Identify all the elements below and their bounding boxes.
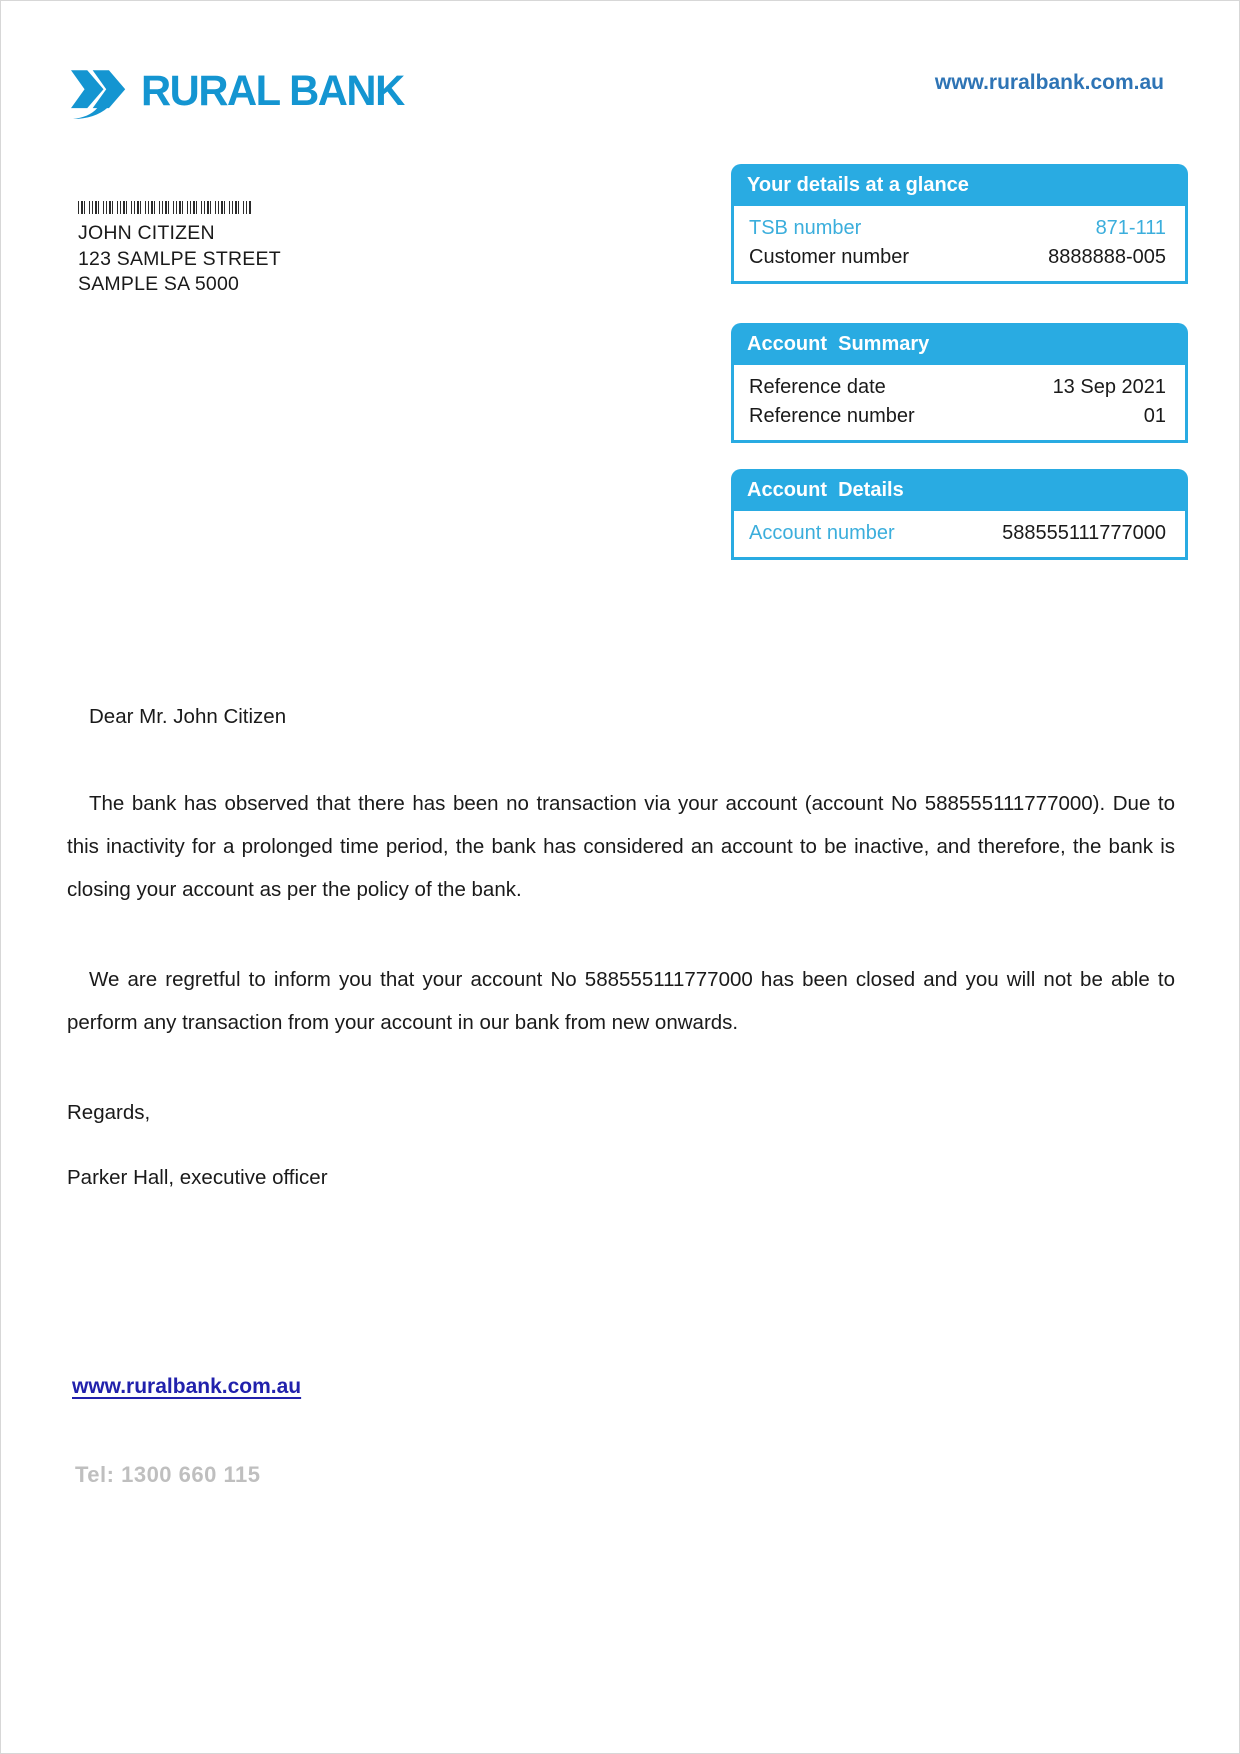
letter-body [67, 695, 1175, 1199]
recipient-address-block [78, 201, 281, 298]
info-row-label: TSB number [749, 217, 862, 239]
info-row-value: 01 [1143, 405, 1166, 427]
recipient-street: 123 SAMLPE STREET [78, 247, 281, 270]
salutation: Dear Mr. John Citizen [89, 705, 287, 728]
letterhead-website: www.ruralbank.com.au [934, 71, 1164, 94]
recipient-name: JOHN CITIZEN [78, 222, 215, 244]
info-row-label: Reference number [749, 405, 915, 427]
info-box-body [731, 365, 1188, 443]
info-box-title: Account Details [731, 469, 1188, 511]
info-box-account-summary [731, 323, 1188, 443]
info-row-value: 588555111777000 [1002, 522, 1166, 544]
signature: Parker Hall, executive officer [67, 1166, 328, 1189]
recipient-city: SAMPLE SA 5000 [78, 273, 240, 295]
info-box-title: Account Summary [731, 323, 1188, 365]
double-chevron-logo-icon [69, 63, 129, 119]
summary-boxes-column [731, 164, 1188, 599]
info-row-value: 13 Sep 2021 [1052, 376, 1166, 398]
info-box-body [731, 511, 1188, 560]
info-box-account-details [731, 469, 1188, 560]
info-row-value: 8888888-005 [1048, 246, 1166, 268]
info-box-body [731, 206, 1188, 284]
footer-website-link[interactable]: www.ruralbank.com.au [72, 1375, 302, 1398]
info-box-your-details [731, 164, 1188, 284]
info-row [749, 519, 1166, 548]
letter-paragraph-1: The bank has observed that there has been no transaction via your account (account No 588555111777000). Due to this inactivity for a prolonged time period, the bank has considered an account to be inactive, and therefore, the bank is closing your account as per the policy of the bank. [67, 792, 1175, 901]
info-row-value: 871-111 [1095, 217, 1166, 239]
address-barcode-icon [78, 201, 252, 214]
info-row [749, 373, 1166, 402]
info-row-label: Reference date [749, 376, 886, 398]
closing: Regards, [67, 1101, 151, 1124]
info-row [749, 243, 1166, 272]
info-row [749, 402, 1166, 431]
letter-paragraph-2: We are regretful to inform you that your account No 588555111777000 has been closed and you will not be able to perform any transaction from your account in our bank from new onwards. [67, 968, 1175, 1034]
logo-text: RURAL BANK [141, 66, 404, 115]
rural-bank-logo [69, 63, 412, 119]
info-row [749, 214, 1166, 243]
info-row-label: Customer number [749, 246, 910, 268]
footer-phone: Tel: 1300 660 115 [75, 1462, 261, 1487]
info-row-label: Account number [749, 522, 895, 544]
info-box-title: Your details at a glance [731, 164, 1188, 206]
